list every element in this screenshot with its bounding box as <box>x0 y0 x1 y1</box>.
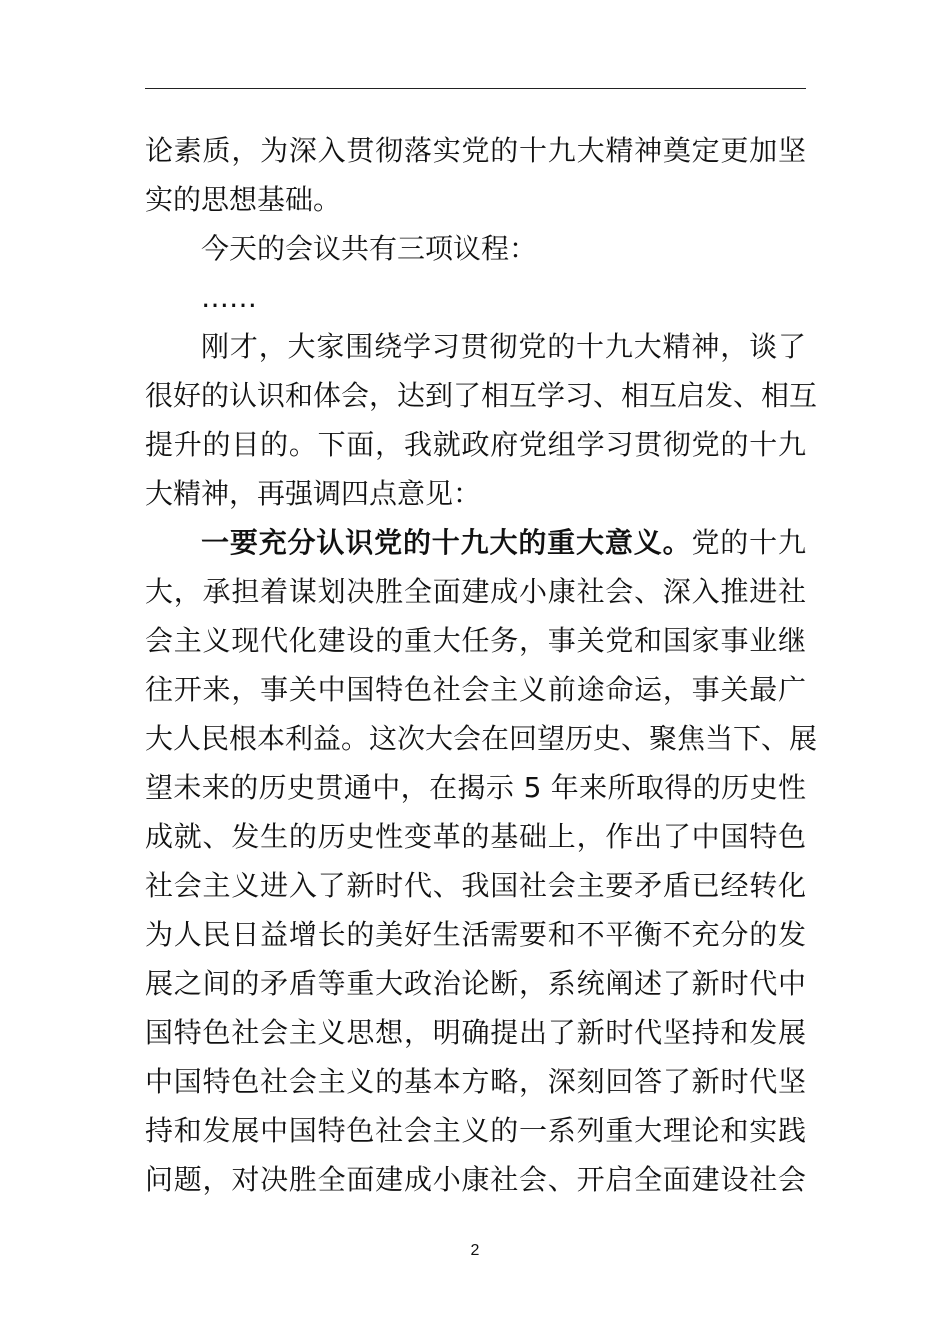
section-heading: 一要充分认识党的十九大的重大意义。 <box>201 526 692 559</box>
text-line: 展之间的矛盾等重大政治论断，系统阐述了新时代中 <box>145 967 806 1000</box>
text-line: 望未来的历史贯通中，在揭示 5 年来所取得的历史性 <box>145 771 806 804</box>
text-line: 很好的认识和体会，达到了相互学习、相互启发、相互 <box>145 379 818 412</box>
header-rule <box>145 88 806 89</box>
text-line: 社会主义进入了新时代、我国社会主要矛盾已经转化 <box>145 869 806 902</box>
text-line: 论素质，为深入贯彻落实党的十九大精神奠定更加坚 <box>145 134 806 167</box>
text-line: 今天的会议共有三项议程： <box>201 232 538 265</box>
text-line: 为人民日益增长的美好生活需要和不平衡不充分的发 <box>145 918 806 951</box>
text-line: 实的思想基础。 <box>145 183 342 216</box>
text-line: 大精神，再强调四点意见： <box>145 477 482 510</box>
document-body <box>145 126 818 1204</box>
text-line: 持和发展中国特色社会主义的一系列重大理论和实践 <box>145 1114 806 1147</box>
text-line: 成就、发生的历史性变革的基础上，作出了中国特色 <box>145 820 806 853</box>
text-line: 大人民根本利益。这次大会在回望历史、聚焦当下、展 <box>145 722 818 755</box>
text-line: 刚才，大家围绕学习贯彻党的十九大精神，谈了 <box>201 330 806 363</box>
text-line: 国特色社会主义思想，明确提出了新时代坚持和发展 <box>145 1016 806 1049</box>
page-number: 2 <box>470 1242 480 1259</box>
text-line: 大，承担着谋划决胜全面建成小康社会、深入推进社 <box>145 575 806 608</box>
text-line: 会主义现代化建设的重大任务，事关党和国家事业继 <box>145 624 806 657</box>
text-line: 往开来，事关中国特色社会主义前途命运，事关最广 <box>145 673 806 706</box>
ellipsis-line: …… <box>201 281 257 314</box>
text-line: 问题，对决胜全面建成小康社会、开启全面建设社会 <box>145 1163 806 1196</box>
section-heading-line: 一要充分认识党的十九大的重大意义。党的十九 <box>201 526 806 559</box>
text-line: 中国特色社会主义的基本方略，深刻回答了新时代坚 <box>145 1065 806 1098</box>
text-line: 提升的目的。下面，我就政府党组学习贯彻党的十九 <box>145 428 806 461</box>
